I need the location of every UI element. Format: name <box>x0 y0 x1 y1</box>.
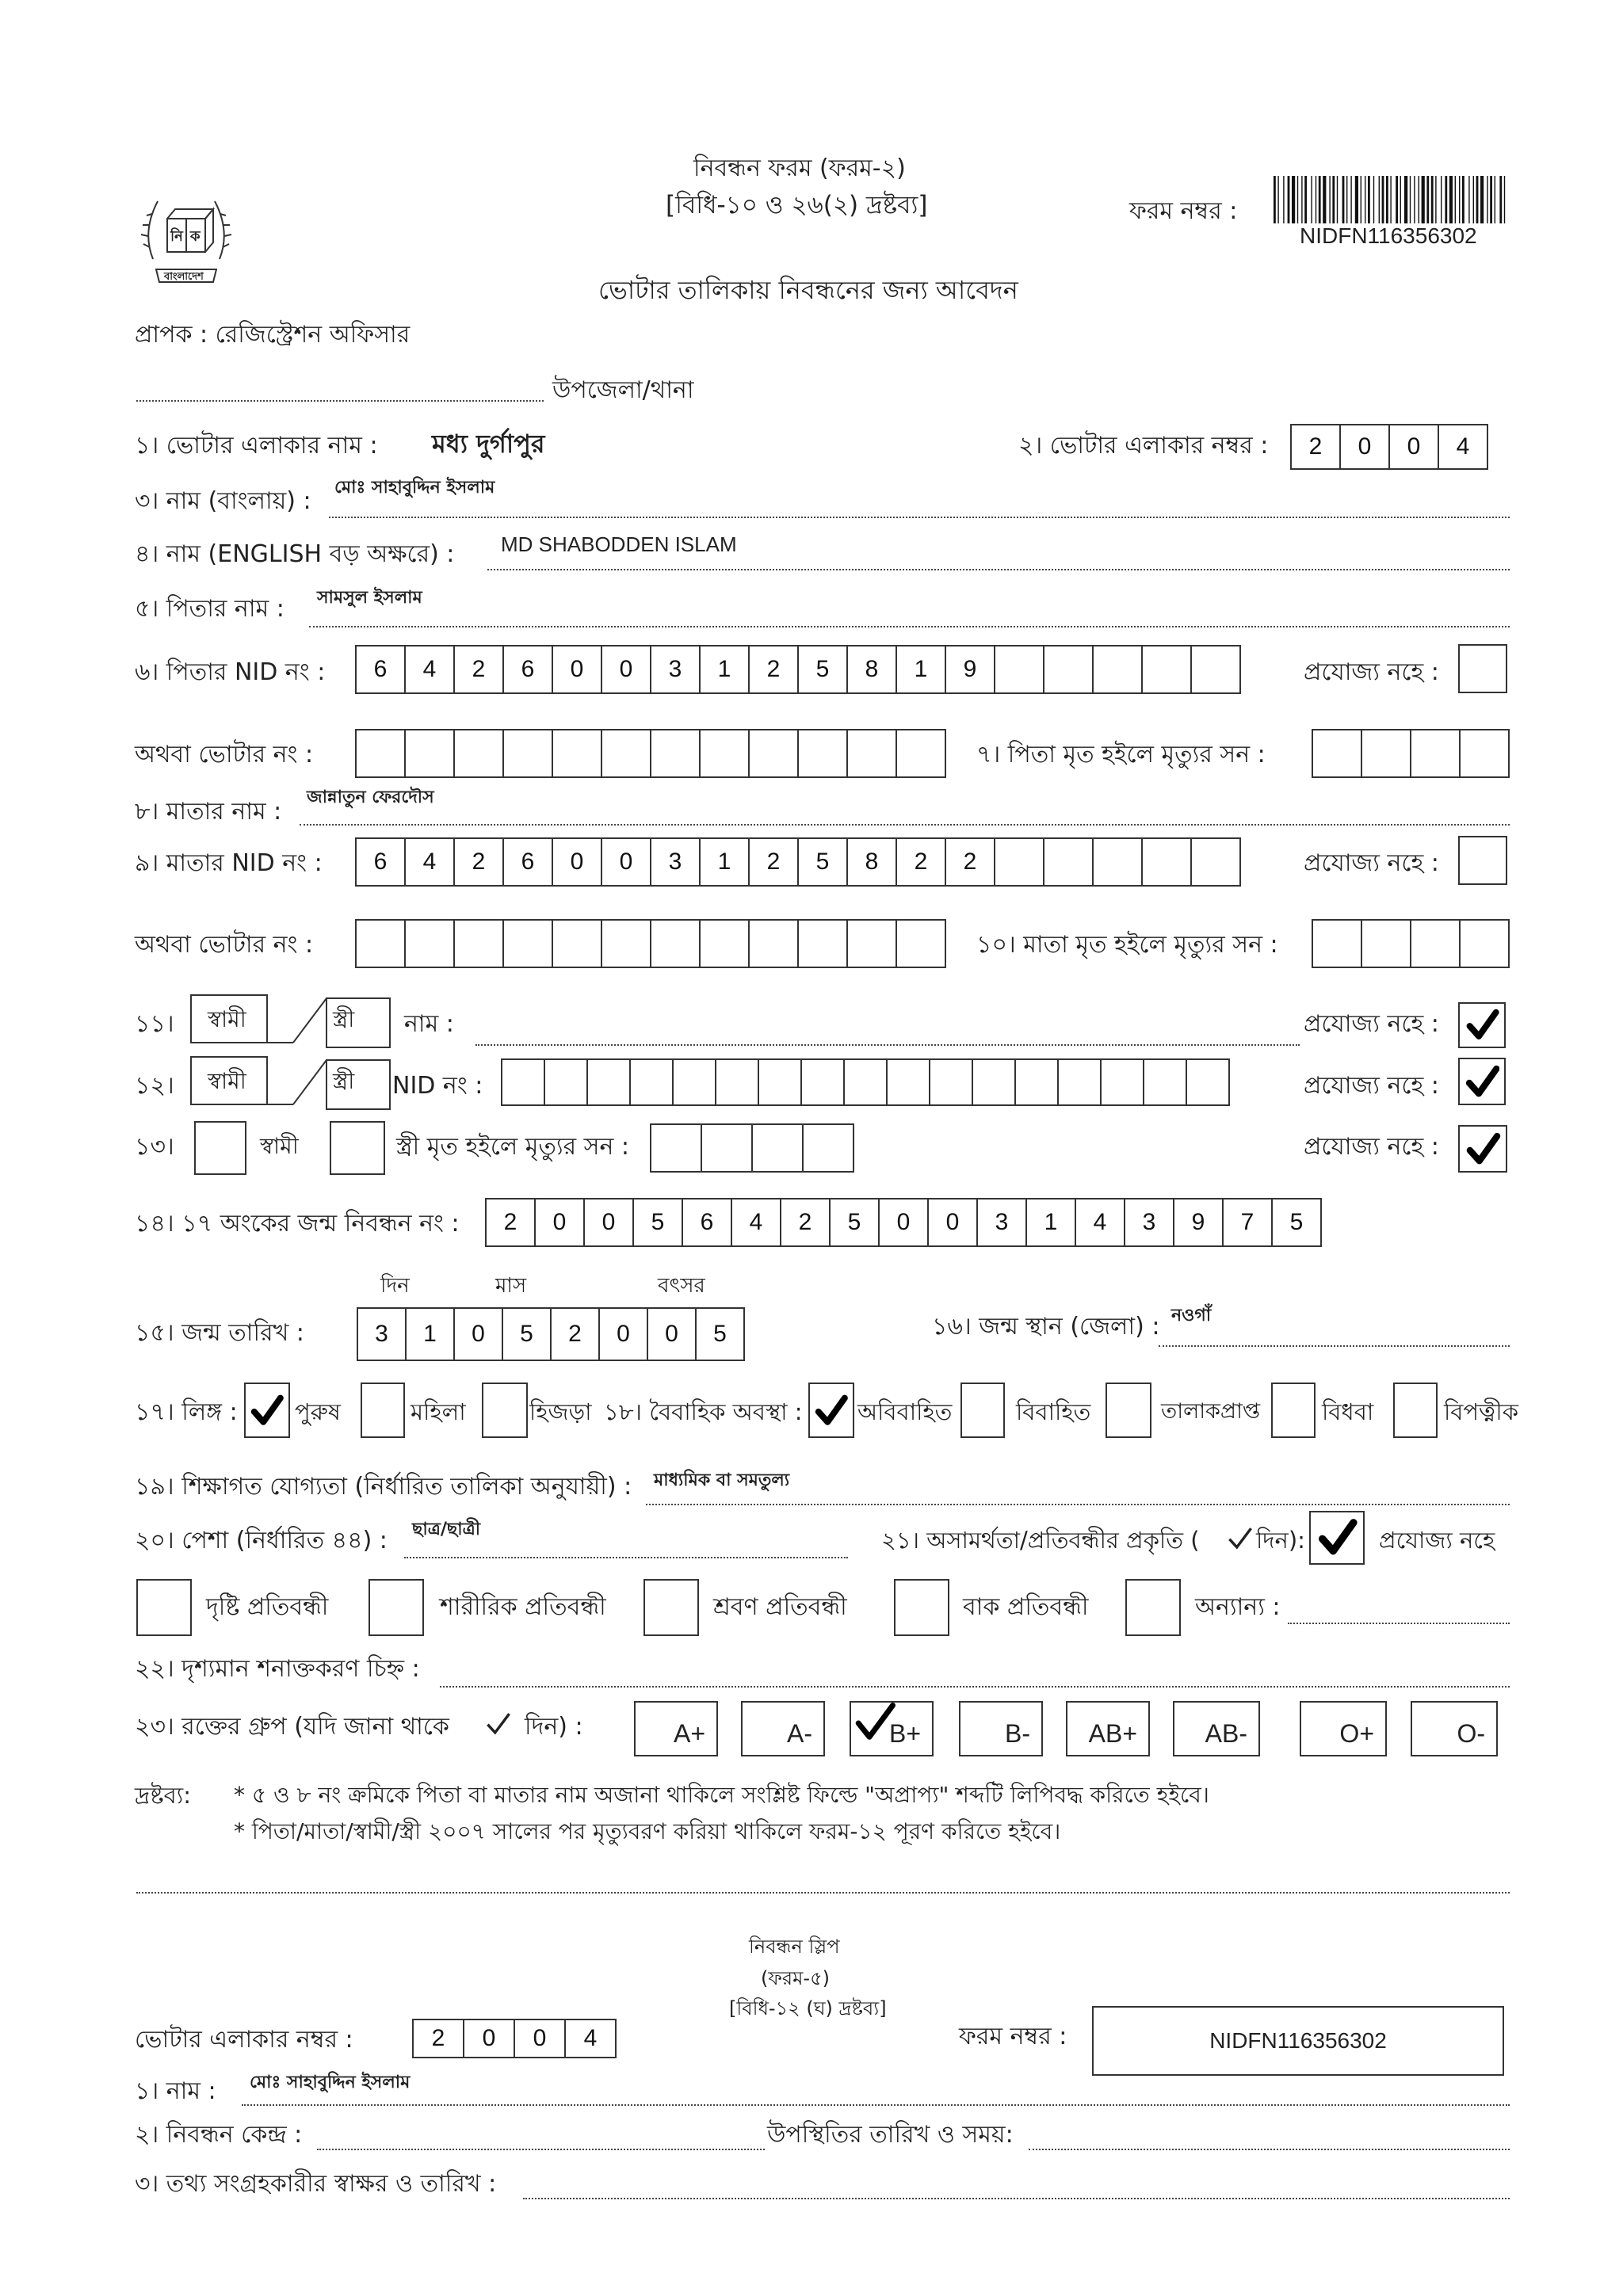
gender-male-label: পুরুষ <box>295 1398 341 1425</box>
field5-line <box>309 626 1510 627</box>
slip-form-number-box[interactable] <box>1092 2006 1504 2076</box>
field12-spouse-nid-cell[interactable] <box>843 1058 888 1106</box>
field21-na-label: প্রযোজ্য নহে <box>1379 1527 1495 1554</box>
field12-spouse-nid-cell[interactable] <box>1057 1058 1102 1106</box>
field12-nid-label: NID নং : <box>392 1072 483 1100</box>
field6-na-label: প্রযোজ্য নহে : <box>1304 658 1439 686</box>
field21-label: ২১। অসামর্থতা/প্রতিবন্ধীর প্রকৃতি ( <box>881 1527 1200 1554</box>
field23-label: ২৩। রক্তের গ্রুপ (যদি জানা থাকে <box>135 1713 449 1741</box>
field10-mother-death-year-cell[interactable] <box>1312 919 1362 968</box>
field9-voter-label: অথবা ভোটার নং : <box>135 931 314 959</box>
slip-signature-line[interactable] <box>523 2198 1510 2199</box>
blood-group-ab-pos-label: AB+ <box>1088 1719 1137 1748</box>
field6-father-voter-no-cell[interactable] <box>552 729 602 778</box>
field2-area-number-cell[interactable]: 4 <box>1438 424 1488 470</box>
field14-birth-reg-no-cell[interactable]: 4 <box>1075 1198 1125 1247</box>
field19-value[interactable]: মাধ্যমিক বা সমতুল্য <box>654 1470 790 1490</box>
slip-name-line <box>242 2104 1510 2106</box>
field2-label: ২। ভোটার এলাকার নম্বর : <box>1018 432 1269 460</box>
disability-speech-label: বাক প্রতিবন্ধী <box>963 1593 1089 1621</box>
field20-value[interactable]: ছাত্র/ছাত্রী <box>412 1520 481 1539</box>
logo-letter-2: ক <box>190 228 200 245</box>
field12-spouse-nid-cell[interactable] <box>1014 1058 1059 1106</box>
marital-widow-checkbox[interactable] <box>1271 1383 1316 1438</box>
field6-father-nid-cell[interactable] <box>1043 645 1094 694</box>
field9-mother-voter-no-cell[interactable] <box>404 919 455 968</box>
field9-mother-nid-cell[interactable] <box>1141 837 1192 887</box>
upazila-line[interactable] <box>136 400 544 402</box>
field5-label: ৫। পিতার নাম : <box>135 595 285 623</box>
field6-father-nid-cell[interactable] <box>1092 645 1143 694</box>
blood-group-o-pos[interactable] <box>1300 1701 1387 1756</box>
field9-mother-nid-cell[interactable]: 2 <box>896 837 946 887</box>
field6-father-voter-no-cell[interactable] <box>453 729 504 778</box>
dob-year-caption: বৎসর <box>658 1274 705 1298</box>
field9-na-label: প্রযোজ্য নহে : <box>1304 849 1439 877</box>
field6-father-voter-no[interactable] <box>355 729 946 778</box>
check-icon <box>1316 1517 1358 1558</box>
field6-father-nid[interactable] <box>355 645 1241 694</box>
field9-mother-nid-cell[interactable] <box>1043 837 1094 887</box>
field9-mother-nid-cell[interactable] <box>1092 837 1143 887</box>
field10-mother-death-year-cell[interactable] <box>1361 919 1411 968</box>
marital-widower-checkbox[interactable] <box>1393 1383 1438 1438</box>
field9-mother-nid-cell[interactable] <box>1190 837 1241 887</box>
field9-mother-nid-cell[interactable]: 5 <box>797 837 848 887</box>
field15-dob[interactable] <box>357 1307 745 1361</box>
field9-mother-voter-no-cell[interactable] <box>552 919 602 968</box>
field7-father-death-year-cell[interactable] <box>1361 729 1411 778</box>
field6-father-nid-cell[interactable]: 3 <box>650 645 701 694</box>
field14-birth-reg-no-cell[interactable]: 4 <box>731 1198 781 1247</box>
field13-label: ১৩। <box>135 1133 174 1161</box>
field17-label: ১৭। লিঙ্গ : <box>135 1398 238 1426</box>
field12-spouse-nid-cell[interactable] <box>586 1058 631 1106</box>
field9-mother-voter-no-cell[interactable] <box>355 919 406 968</box>
field12-spouse-nid-cell[interactable] <box>800 1058 845 1106</box>
field8-value[interactable]: জান্নাতুন ফেরদৌস <box>307 788 434 807</box>
field9-mother-voter-no-cell[interactable] <box>797 919 848 968</box>
slip-area-number[interactable] <box>412 2019 617 2058</box>
field9-mother-voter-no-cell[interactable] <box>601 919 651 968</box>
field13-death-year-cell[interactable] <box>802 1123 854 1173</box>
field9-mother-voter-no-cell[interactable] <box>846 919 897 968</box>
field12-spouse-nid-cell[interactable] <box>501 1058 545 1106</box>
gender-male-checkbox[interactable] <box>244 1383 290 1438</box>
field14-birth-reg-no-cell[interactable]: 2 <box>485 1198 536 1247</box>
field19-label: ১৯। শিক্ষাগত যোগ্যতা (নির্ধারিত তালিকা অনুযায়ী) : <box>135 1473 632 1501</box>
slip-rule: [বিধি-১২ (ঘ) দ্রষ্টব্য] <box>729 1997 887 2019</box>
field20-line <box>404 1557 848 1558</box>
field11-na-label: প্রযোজ্য নহে : <box>1304 1010 1439 1038</box>
field13-wife-checkbox[interactable] <box>330 1121 385 1175</box>
field6-father-nid-cell[interactable] <box>994 645 1044 694</box>
check-icon <box>1465 1064 1500 1100</box>
disability-other-checkbox[interactable] <box>1125 1579 1181 1636</box>
field6-father-nid-cell[interactable] <box>1141 645 1192 694</box>
blood-group-b-neg-label: B- <box>1005 1719 1030 1748</box>
slip-form-number: NIDFN116356302 <box>1209 2028 1387 2053</box>
field12-spouse-nid-cell[interactable] <box>544 1058 588 1106</box>
field15-dob-cell[interactable]: 0 <box>598 1307 648 1361</box>
marital-divorced-label: তালাকপ্রাপ্ত <box>1161 1399 1261 1424</box>
dob-day-caption: দিন <box>380 1274 410 1298</box>
field22-line[interactable] <box>440 1686 1510 1688</box>
disability-other-line[interactable] <box>1288 1623 1510 1624</box>
blood-group-ab-neg-label: AB- <box>1205 1719 1247 1748</box>
field21-label-end: দিন): <box>1256 1527 1305 1554</box>
field20-label: ২০। পেশা (নির্ধারিত ৪৪) : <box>135 1527 388 1554</box>
field7-father-death-year-cell[interactable] <box>1410 729 1461 778</box>
field12-spouse-nid[interactable] <box>501 1058 1230 1106</box>
field6-father-nid-cell[interactable]: 2 <box>748 645 799 694</box>
field7-father-death-year-cell[interactable] <box>1459 729 1510 778</box>
check-icon <box>814 1390 848 1432</box>
field19-line <box>646 1504 1510 1505</box>
field14-birth-reg-no-cell[interactable]: 3 <box>976 1198 1027 1247</box>
field14-birth-reg-no-cell[interactable]: 2 <box>780 1198 831 1247</box>
field6-father-nid-cell[interactable]: 8 <box>846 645 897 694</box>
field14-birth-reg-no-cell[interactable]: 0 <box>583 1198 634 1247</box>
field23-label-end: দিন) : <box>525 1713 583 1741</box>
field10-mother-death-year[interactable] <box>1312 919 1510 968</box>
field15-label: ১৫। জন্ম তারিখ : <box>135 1319 304 1347</box>
field7-label: ৭। পিতা মৃত হইলে মৃত্যুর সন : <box>976 741 1266 769</box>
slip-center-line[interactable] <box>317 2149 765 2150</box>
field15-dob-cell[interactable]: 5 <box>502 1307 552 1361</box>
field14-birth-reg-no-cell[interactable]: 0 <box>878 1198 929 1247</box>
blood-group-ab-pos[interactable] <box>1066 1701 1150 1756</box>
field7-father-death-year-cell[interactable] <box>1312 729 1362 778</box>
field14-birth-reg-no-cell[interactable]: 5 <box>632 1198 683 1247</box>
field9-mother-nid-cell[interactable]: 2 <box>453 837 504 887</box>
field14-birth-reg-no-cell[interactable]: 5 <box>829 1198 880 1247</box>
field9-mother-nid[interactable] <box>355 837 1241 887</box>
slip-name-value[interactable]: মোঃ সাহাবুদ্দিন ইসলাম <box>250 2073 411 2092</box>
field13-death-year-cell[interactable] <box>701 1123 753 1173</box>
election-commission-logo <box>139 184 234 288</box>
slip-center-label: ২। নিবন্ধন কেন্দ্র : <box>135 2121 303 2149</box>
field12-spouse-nid-cell[interactable] <box>972 1058 1016 1106</box>
disability-visual-label: দৃষ্টি প্রতিবন্ধী <box>206 1593 329 1621</box>
field16-line <box>1159 1345 1510 1347</box>
marital-unmarried-checkbox[interactable] <box>808 1383 854 1438</box>
logo-letter-1: নি <box>170 228 183 245</box>
field12-spouse-nid-cell[interactable] <box>1186 1058 1230 1106</box>
field10-label: ১০। মাতা মৃত হইলে মৃত্যুর সন : <box>976 931 1278 959</box>
field2-area-number-cell[interactable]: 0 <box>1339 424 1390 470</box>
field2-area-number[interactable] <box>1290 424 1488 470</box>
field14-birth-reg-no-cell[interactable]: 0 <box>927 1198 978 1247</box>
field12-na-checkbox[interactable] <box>1458 1058 1506 1105</box>
field6-father-nid-cell[interactable]: 2 <box>453 645 504 694</box>
check-icon <box>250 1390 284 1432</box>
field12-label: ১২। <box>135 1072 174 1100</box>
blood-group-o-neg-label: O- <box>1457 1719 1485 1748</box>
field1-value: মধ্য দুর্গাপুর <box>432 429 545 459</box>
blood-group-ab-neg[interactable] <box>1173 1701 1260 1756</box>
field6-father-nid-cell[interactable]: 6 <box>502 645 553 694</box>
field15-dob-cell[interactable]: 2 <box>550 1307 600 1361</box>
field14-birth-reg-no-cell[interactable]: 3 <box>1124 1198 1174 1247</box>
field12-spouse-selector[interactable] <box>190 1056 392 1110</box>
field22-label: ২২। দৃশ্যমান শনাক্তকরণ চিহ্ন : <box>135 1655 420 1683</box>
field6-father-nid-cell[interactable]: 5 <box>797 645 848 694</box>
disability-hearing-label: শ্রবণ প্রতিবন্ধী <box>713 1593 847 1621</box>
field9-mother-nid-cell[interactable]: 4 <box>404 837 455 887</box>
field9-mother-nid-cell[interactable]: 3 <box>650 837 701 887</box>
disability-visual-checkbox[interactable] <box>136 1579 192 1636</box>
marital-widow-label: বিধবা <box>1322 1398 1374 1425</box>
blood-group-b-pos[interactable] <box>850 1701 934 1756</box>
gender-female-checkbox[interactable] <box>361 1383 405 1438</box>
field9-mother-voter-no-cell[interactable] <box>502 919 553 968</box>
field3-label: ৩। নাম (বাংলায়) : <box>135 487 311 515</box>
field12-spouse-nid-cell[interactable] <box>715 1058 759 1106</box>
form-number: NIDFN116356302 <box>1300 223 1477 248</box>
field15-dob-cell[interactable]: 1 <box>405 1307 455 1361</box>
field13-death-year-cell[interactable] <box>650 1123 702 1173</box>
field12-spouse-nid-cell[interactable] <box>758 1058 802 1106</box>
cut-line <box>136 1892 1510 1894</box>
field9-mother-voter-no-cell[interactable] <box>650 919 701 968</box>
field12-wife[interactable]: স্ত্রী <box>333 1068 355 1094</box>
notes-line-2: * পিতা/মাতা/স্বামী/স্ত্রী ২০০৭ সালের পর মৃত্যুবরণ করিয়া থাকিলে ফরম-১২ পূরণ করিতে হইবে। <box>234 1818 1061 1844</box>
slip-presence-line[interactable] <box>1029 2149 1510 2150</box>
gender-hijra-checkbox[interactable] <box>482 1383 528 1438</box>
blood-group-a-pos[interactable] <box>634 1701 718 1756</box>
disability-physical-label: শারীরিক প্রতিবন্ধী <box>440 1593 606 1621</box>
slip-name-label: ১। নাম : <box>135 2077 216 2105</box>
field15-dob-cell[interactable]: 5 <box>695 1307 745 1361</box>
field15-dob-cell[interactable]: 0 <box>647 1307 697 1361</box>
field9-mother-voter-no-cell[interactable] <box>748 919 799 968</box>
field4-label: ৪। নাম (ENGLISH বড় অক্ষরে) : <box>135 540 455 568</box>
field16-value[interactable]: নওগাঁ <box>1171 1306 1212 1325</box>
field5-value[interactable]: সামসুল ইসলাম <box>317 588 422 608</box>
notes-label: দ্রষ্টব্য: <box>135 1782 191 1809</box>
field18-label: ১৮। বৈবাহিক অবস্থা : <box>604 1398 803 1425</box>
field6-voter-label: অথবা ভোটার নং : <box>135 741 314 769</box>
slip-form: (ফরম-৫) <box>761 1967 831 1989</box>
field6-father-nid-cell[interactable]: 9 <box>945 645 995 694</box>
slip-form-number-label: ফরম নম্বর : <box>959 2023 1067 2050</box>
field21-na-checkbox[interactable] <box>1309 1511 1365 1565</box>
field11-label: ১১। <box>135 1010 174 1038</box>
slip-presence-label: উপস্থিতির তারিখ ও সময়: <box>767 2121 1014 2149</box>
field6-father-voter-no-cell[interactable] <box>502 729 553 778</box>
blood-group-a-neg-label: A- <box>787 1719 812 1748</box>
field14-label: ১৪। ১৭ অংকের জন্ম নিবন্ধন নং : <box>135 1210 460 1238</box>
field6-father-voter-no-cell[interactable] <box>699 729 750 778</box>
field6-father-voter-no-cell[interactable] <box>355 729 406 778</box>
slip-area-number-cell[interactable]: 0 <box>463 2019 515 2058</box>
marital-married-checkbox[interactable] <box>960 1383 1005 1438</box>
field9-label: ৯। মাতার NID নং : <box>135 849 323 877</box>
field6-father-voter-no-cell[interactable] <box>797 729 848 778</box>
disability-hearing-checkbox[interactable] <box>643 1579 699 1636</box>
field6-father-voter-no-cell[interactable] <box>650 729 701 778</box>
form-title: নিবন্ধন ফরম (ফরম-২) <box>693 154 906 182</box>
field6-father-nid-cell[interactable] <box>1190 645 1241 694</box>
field14-birth-reg-no-cell[interactable]: 0 <box>534 1198 585 1247</box>
field11-name-line[interactable] <box>475 1044 1300 1046</box>
field21-tick-icon <box>1227 1524 1254 1551</box>
blood-group-b-neg[interactable] <box>959 1701 1043 1756</box>
field4-line <box>487 569 1510 570</box>
field11-na-checkbox[interactable] <box>1458 1002 1506 1048</box>
gender-female-label: মহিলা <box>411 1398 466 1425</box>
field14-birth-reg-no-cell[interactable]: 7 <box>1222 1198 1273 1247</box>
blood-group-o-neg[interactable] <box>1411 1701 1498 1756</box>
field6-father-voter-no-cell[interactable] <box>601 729 651 778</box>
field6-father-nid-cell[interactable]: 1 <box>699 645 750 694</box>
field13-death-year[interactable] <box>650 1123 854 1173</box>
marital-divorced-checkbox[interactable] <box>1106 1383 1151 1438</box>
field10-mother-death-year-cell[interactable] <box>1459 919 1510 968</box>
field6-label: ৬। পিতার NID নং : <box>135 658 326 686</box>
check-icon <box>1465 1008 1500 1042</box>
field12-spouse-nid-cell[interactable] <box>929 1058 973 1106</box>
field6-father-nid-cell[interactable]: 6 <box>355 645 406 694</box>
field14-birth-reg-no-cell[interactable]: 9 <box>1173 1198 1224 1247</box>
field14-birth-reg-no[interactable] <box>485 1198 1322 1247</box>
field6-father-nid-cell[interactable]: 1 <box>896 645 946 694</box>
gender-hijra-label: হিজড়া <box>529 1398 592 1425</box>
blood-group-o-pos-label: O+ <box>1339 1719 1374 1748</box>
field13-death-year-cell[interactable] <box>751 1123 804 1173</box>
field9-mother-nid-cell[interactable]: 6 <box>502 837 553 887</box>
field6-father-nid-cell[interactable]: 0 <box>601 645 651 694</box>
field9-mother-nid-cell[interactable]: 2 <box>748 837 799 887</box>
barcode-icon <box>1272 176 1510 223</box>
blood-group-b-pos-check-icon <box>854 1703 896 1744</box>
recipient-label: প্রাপক : রেজিস্ট্রেশন অফিসার <box>135 321 411 349</box>
field9-mother-voter-no-cell[interactable] <box>699 919 750 968</box>
field16-label: ১৬। জন্ম স্থান (জেলা) : <box>932 1313 1160 1341</box>
disability-speech-checkbox[interactable] <box>894 1579 949 1636</box>
blood-group-b-pos-label: B+ <box>888 1719 921 1748</box>
upazila-label: উপজেলা/থানা <box>552 376 694 404</box>
slip-area-number-cell[interactable]: 4 <box>564 2019 617 2058</box>
slip-area-number-cell[interactable]: 2 <box>412 2019 464 2058</box>
field9-mother-nid-cell[interactable]: 8 <box>846 837 897 887</box>
field9-mother-nid-cell[interactable]: 0 <box>552 837 602 887</box>
logo-text: বাংলাদেশ <box>164 271 204 283</box>
field15-dob-cell[interactable]: 0 <box>453 1307 503 1361</box>
dob-month-caption: মাস <box>495 1274 527 1298</box>
field12-spouse-nid-cell[interactable] <box>886 1058 930 1106</box>
field6-father-nid-cell[interactable]: 0 <box>552 645 602 694</box>
field13-na-checkbox[interactable] <box>1458 1125 1507 1173</box>
field14-birth-reg-no-cell[interactable]: 6 <box>682 1198 732 1247</box>
field23-tick-icon <box>485 1710 512 1737</box>
field7-father-death-year[interactable] <box>1312 729 1510 778</box>
field11-husband[interactable]: স্বামী <box>208 1006 246 1032</box>
field12-husband[interactable]: স্বামী <box>208 1068 246 1094</box>
field13-husband-checkbox[interactable] <box>194 1121 246 1175</box>
field6-father-voter-no-cell[interactable] <box>404 729 455 778</box>
marital-unmarried-label: অবিবাহিত <box>857 1398 953 1425</box>
field3-value[interactable]: মোঃ সাহাবুদ্দিন ইসলাম <box>334 478 495 498</box>
check-icon <box>1465 1131 1501 1167</box>
field12-na-label: প্রযোজ্য নহে : <box>1304 1072 1439 1100</box>
field9-mother-voter-no-cell[interactable] <box>896 919 946 968</box>
field8-label: ৮। মাতার নাম : <box>135 798 282 826</box>
form-subtitle: ভোটার তালিকায় নিবন্ধনের জন্য আবেদন <box>598 275 1018 305</box>
field13-husband: স্বামী <box>260 1133 299 1159</box>
slip-area-label: ভোটার এলাকার নম্বর : <box>135 2026 353 2054</box>
slip-title: নিবন্ধন স্লিপ <box>749 1936 840 1958</box>
field12-spouse-nid-cell[interactable] <box>1100 1058 1144 1106</box>
field11-spouse-selector[interactable] <box>190 994 392 1048</box>
field12-spouse-nid-cell[interactable] <box>629 1058 674 1106</box>
field9-mother-nid-cell[interactable]: 2 <box>945 837 995 887</box>
field9-mother-nid-cell[interactable] <box>994 837 1044 887</box>
field2-area-number-cell[interactable]: 0 <box>1388 424 1439 470</box>
blood-group-a-neg[interactable] <box>741 1701 825 1756</box>
blood-group-a-pos-label: A+ <box>673 1719 705 1748</box>
marital-widower-label: বিপত্নীক <box>1444 1398 1518 1425</box>
field6-father-nid-cell[interactable]: 4 <box>404 645 455 694</box>
field9-mother-nid-cell[interactable]: 6 <box>355 837 406 887</box>
field13-text: স্ত্রী মৃত হইলে মৃত্যুর সন : <box>396 1133 630 1161</box>
field3-line <box>329 517 1510 518</box>
field11-name-label: নাম : <box>404 1010 454 1038</box>
field13-na-label: প্রযোজ্য নহে : <box>1304 1133 1439 1161</box>
field9-mother-nid-cell[interactable]: 0 <box>601 837 651 887</box>
field12-spouse-nid-cell[interactable] <box>1143 1058 1187 1106</box>
disability-physical-checkbox[interactable] <box>369 1579 424 1636</box>
field12-spouse-nid-cell[interactable] <box>672 1058 716 1106</box>
field4-value[interactable]: MD SHABODDEN ISLAM <box>501 532 737 556</box>
field10-mother-death-year-cell[interactable] <box>1410 919 1461 968</box>
slip-area-number-cell[interactable]: 0 <box>514 2019 566 2058</box>
field6-father-voter-no-cell[interactable] <box>846 729 897 778</box>
field9-mother-voter-no-cell[interactable] <box>453 919 504 968</box>
field6-father-voter-no-cell[interactable] <box>748 729 799 778</box>
field8-line <box>300 824 1510 826</box>
marital-married-label: বিবাহিত <box>1016 1398 1091 1425</box>
disability-other-label: অন্যান্য : <box>1195 1593 1281 1621</box>
notes-line-1: * ৫ ও ৮ নং ক্রমিকে পিতা বা মাতার নাম অজানা থাকিলে সংশ্লিষ্ট ফিল্ডে "অপ্রাপ্য" শব্দটি লিপিবদ্ধ করিতে হইবে। <box>234 1782 1209 1808</box>
barcode <box>1272 176 1510 223</box>
field9-mother-voter-no[interactable] <box>355 919 946 968</box>
slip-signature-label: ৩। তথ্য সংগ্রহকারীর স্বাক্ষর ও তারিখ : <box>135 2170 497 2198</box>
field14-birth-reg-no-cell[interactable]: 1 <box>1025 1198 1076 1247</box>
field1-label: ১। ভোটার এলাকার নাম : <box>135 432 378 460</box>
field15-dob-cell[interactable]: 3 <box>357 1307 407 1361</box>
field14-birth-reg-no-cell[interactable]: 5 <box>1271 1198 1322 1247</box>
field2-area-number-cell[interactable]: 2 <box>1290 424 1341 470</box>
field9-mother-nid-cell[interactable]: 1 <box>699 837 750 887</box>
form-rule: [বিধি-১০ ও ২৬(২) দ্রষ্টব্য] <box>666 191 928 219</box>
field11-wife[interactable]: স্ত্রী <box>333 1006 355 1032</box>
field6-na-checkbox[interactable] <box>1458 644 1507 693</box>
field9-na-checkbox[interactable] <box>1458 836 1507 885</box>
field6-father-voter-no-cell[interactable] <box>896 729 946 778</box>
form-number-label: ফরম নম্বর : <box>1129 197 1238 225</box>
